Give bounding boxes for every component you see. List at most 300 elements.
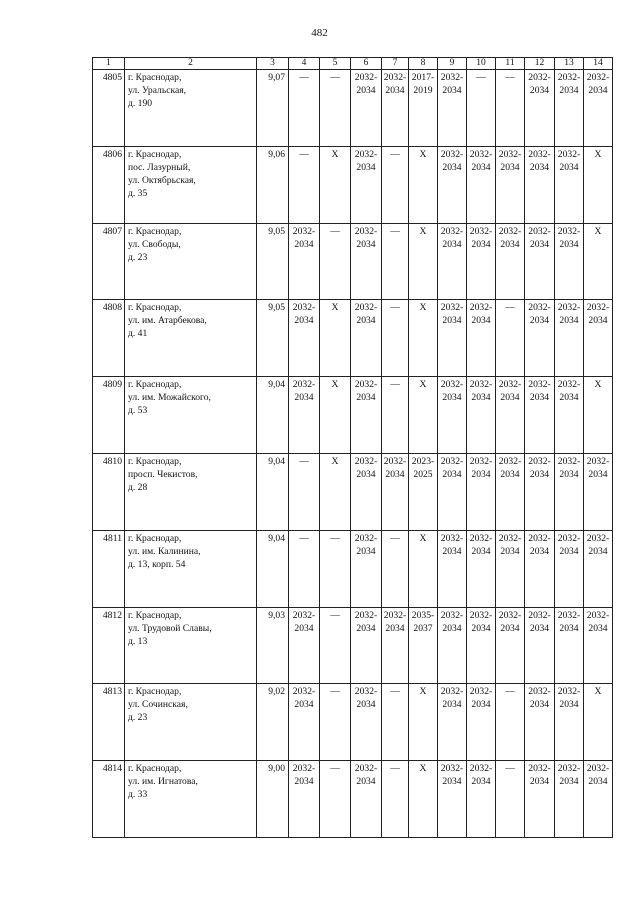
period-line: 2034	[356, 622, 376, 634]
period-line: 2032-	[354, 686, 378, 698]
period-line: 2032-	[354, 379, 378, 391]
period-line: 2032-	[469, 455, 493, 467]
period-line: 2019	[413, 85, 433, 96]
table-row	[93, 300, 613, 377]
period-cell: Х	[320, 300, 351, 377]
period-line: 2034	[471, 468, 491, 480]
row-number: 4808	[93, 300, 125, 377]
period-line: 2034	[471, 238, 491, 250]
period-cell: Х	[409, 223, 438, 300]
address-line: д. 28	[128, 481, 148, 493]
period-line: 2032-	[557, 72, 581, 83]
period-cell	[467, 377, 496, 454]
period-cell: —	[382, 530, 409, 607]
period-cell	[289, 684, 320, 761]
period-cell	[409, 70, 438, 147]
period-cell	[584, 530, 613, 607]
period-cell	[584, 70, 613, 147]
period-cell	[496, 530, 525, 607]
address-line: ул. им. Калинина,	[128, 545, 201, 557]
table-row	[93, 377, 613, 454]
period-line: 2034	[385, 85, 405, 96]
period-line: 2032-	[440, 302, 464, 314]
period-line: 2034	[471, 392, 491, 404]
value-cell: 9,06	[257, 146, 289, 223]
period-cell	[525, 684, 555, 761]
table-body	[93, 70, 613, 838]
period-cell: —	[382, 377, 409, 454]
period-cell	[409, 607, 438, 684]
period-line: 2032-	[354, 148, 378, 160]
period-cell	[438, 223, 467, 300]
period-cell	[351, 530, 382, 607]
period-line: 2034	[559, 776, 579, 788]
period-line: 2032-	[586, 532, 610, 544]
period-line: 2034	[559, 85, 579, 96]
address-line: д. 33	[128, 789, 148, 801]
table-row	[93, 223, 613, 300]
period-line: 2032-	[469, 225, 493, 237]
period-line: 2034	[356, 161, 376, 173]
value-cell: 9,02	[257, 684, 289, 761]
period-cell	[382, 607, 409, 684]
address-line: г. Краснодар,	[128, 609, 182, 621]
period-line: 2032-	[528, 532, 551, 544]
period-line: 2032-	[383, 609, 407, 621]
period-cell	[382, 70, 409, 147]
column-header: 7	[382, 58, 409, 70]
period-line: 2034	[529, 776, 550, 788]
period-line: 2034	[588, 776, 608, 788]
value-cell: 9,07	[257, 70, 289, 147]
period-line: 2034	[294, 699, 314, 711]
address-cell	[125, 530, 257, 607]
period-line: 2035-	[411, 609, 435, 621]
period-cell	[289, 300, 320, 377]
period-cell	[584, 761, 613, 838]
period-cell	[438, 300, 467, 377]
period-line: 2034	[356, 545, 376, 557]
period-line: 2034	[529, 85, 550, 96]
period-cell	[438, 146, 467, 223]
period-line: 2032-	[292, 225, 316, 237]
period-line: 2032-	[469, 148, 493, 160]
address-line: ул. Свободы,	[128, 238, 181, 250]
period-line: 2034	[500, 468, 520, 480]
period-cell	[525, 761, 555, 838]
address-line: просп. Чекистов,	[128, 468, 198, 480]
row-number: 4805	[93, 70, 125, 147]
column-header: 5	[320, 58, 351, 70]
period-line: 2034	[442, 545, 462, 557]
period-cell	[289, 377, 320, 454]
period-line: 2034	[294, 392, 314, 404]
column-header: 4	[289, 58, 320, 70]
period-line: 2034	[471, 545, 491, 557]
period-line: 2032-	[528, 609, 551, 621]
period-line: 2023-	[411, 455, 435, 467]
period-cell	[555, 146, 584, 223]
period-cell	[555, 300, 584, 377]
period-line: 2034	[442, 468, 462, 480]
period-line: 2032-	[354, 72, 378, 83]
address-cell	[125, 223, 257, 300]
period-cell: —	[496, 300, 525, 377]
period-cell: —	[289, 70, 320, 147]
period-line: 2034	[529, 392, 550, 404]
period-line: 2034	[471, 622, 491, 634]
period-line: 2034	[500, 392, 520, 404]
period-line: 2032-	[440, 148, 464, 160]
period-cell	[438, 530, 467, 607]
period-cell: —	[496, 684, 525, 761]
row-number: 4811	[93, 530, 125, 607]
period-cell	[467, 146, 496, 223]
period-line: 2034	[559, 161, 579, 173]
address-line: ул. им. Можайского,	[128, 392, 211, 404]
period-line: 2032-	[498, 148, 522, 160]
address-cell	[125, 761, 257, 838]
period-line: 2034	[442, 699, 462, 711]
period-line: 2017-	[411, 72, 435, 83]
period-line: 2032-	[557, 225, 581, 237]
period-cell: Х	[584, 377, 613, 454]
address-line: ул. им. Атарбекова,	[128, 315, 207, 327]
period-cell: —	[289, 530, 320, 607]
period-line: 2034	[500, 622, 520, 634]
period-line: 2034	[442, 238, 462, 250]
period-line: 2032-	[557, 686, 581, 698]
period-cell	[467, 761, 496, 838]
period-line: 2034	[471, 699, 491, 711]
table-row	[93, 607, 613, 684]
period-cell: Х	[584, 684, 613, 761]
column-header: 13	[555, 58, 584, 70]
period-cell	[351, 223, 382, 300]
period-line: 2034	[529, 622, 550, 634]
period-line: 2034	[442, 622, 462, 634]
period-cell: —	[320, 607, 351, 684]
period-cell	[525, 377, 555, 454]
address-line: г. Краснодар,	[128, 686, 182, 698]
address-line: г. Краснодар,	[128, 148, 182, 160]
period-cell	[467, 300, 496, 377]
period-line: 2034	[356, 699, 376, 711]
period-line: 2034	[385, 622, 405, 634]
value-cell: 9,05	[257, 223, 289, 300]
period-cell: —	[467, 70, 496, 147]
period-line: 2032-	[498, 225, 522, 237]
period-line: 2032-	[440, 455, 464, 467]
period-line: 2034	[294, 238, 314, 250]
period-cell	[467, 223, 496, 300]
address-line: д. 23	[128, 712, 148, 724]
period-cell: —	[382, 300, 409, 377]
period-line: 2032-	[440, 763, 464, 775]
period-cell: Х	[320, 377, 351, 454]
value-cell: 9,00	[257, 761, 289, 838]
period-cell: —	[382, 146, 409, 223]
period-line: 2034	[588, 622, 608, 634]
period-line: 2034	[559, 622, 579, 634]
period-line: 2034	[529, 699, 550, 711]
period-cell	[555, 684, 584, 761]
period-cell	[555, 761, 584, 838]
period-line: 2032-	[528, 225, 551, 237]
address-cell	[125, 300, 257, 377]
period-line: 2032-	[292, 379, 316, 391]
period-cell: Х	[320, 146, 351, 223]
period-line: 2034	[356, 315, 376, 327]
period-line: 2037	[413, 622, 433, 634]
period-line: 2034	[471, 776, 491, 788]
period-cell: —	[320, 70, 351, 147]
period-line: 2034	[559, 315, 579, 327]
period-cell	[351, 377, 382, 454]
period-line: 2032-	[586, 302, 610, 314]
period-cell	[525, 607, 555, 684]
period-cell: Х	[409, 530, 438, 607]
period-cell	[351, 684, 382, 761]
period-line: 2032-	[469, 763, 493, 775]
period-cell: —	[382, 761, 409, 838]
address-cell	[125, 453, 257, 530]
period-line: 2034	[559, 392, 579, 404]
period-cell: Х	[409, 300, 438, 377]
address-line: ул. Сочинская,	[128, 699, 188, 711]
period-line: 2032-	[383, 72, 407, 83]
period-line: 2032-	[498, 379, 522, 391]
period-line: 2032-	[292, 609, 316, 621]
period-cell	[438, 761, 467, 838]
period-line: 2034	[529, 315, 550, 327]
period-cell	[351, 300, 382, 377]
period-cell	[496, 223, 525, 300]
period-line: 2032-	[440, 532, 464, 544]
period-line: 2034	[500, 161, 520, 173]
period-cell	[438, 607, 467, 684]
period-cell	[438, 377, 467, 454]
period-cell: —	[496, 70, 525, 147]
period-cell: —	[320, 761, 351, 838]
period-line: 2034	[471, 315, 491, 327]
period-cell	[496, 146, 525, 223]
value-cell: 9,05	[257, 300, 289, 377]
address-line: г. Краснодар,	[128, 532, 182, 544]
period-cell	[438, 684, 467, 761]
period-line: 2034	[588, 315, 608, 327]
period-cell	[438, 453, 467, 530]
period-line: 2032-	[528, 302, 551, 314]
period-cell	[351, 607, 382, 684]
period-line: 2032-	[586, 763, 610, 775]
period-line: 2032-	[354, 302, 378, 314]
period-cell	[584, 453, 613, 530]
table-row	[93, 530, 613, 607]
period-cell	[467, 530, 496, 607]
period-line: 2034	[356, 392, 376, 404]
address-cell	[125, 146, 257, 223]
value-cell: 9,04	[257, 377, 289, 454]
period-line: 2034	[442, 161, 462, 173]
period-line: 2032-	[557, 379, 581, 391]
period-cell	[584, 300, 613, 377]
address-line: г. Краснодар,	[128, 379, 182, 391]
period-line: 2034	[356, 776, 376, 788]
period-cell: Х	[320, 453, 351, 530]
period-line: 2032-	[557, 609, 581, 621]
row-number: 4813	[93, 684, 125, 761]
column-header: 1	[93, 58, 125, 70]
period-cell	[525, 146, 555, 223]
period-line: 2034	[442, 85, 462, 96]
period-cell	[496, 453, 525, 530]
period-line: 2034	[559, 545, 579, 557]
period-cell	[409, 453, 438, 530]
address-line: г. Краснодар,	[128, 455, 182, 467]
period-line: 2034	[588, 545, 608, 557]
period-cell	[289, 223, 320, 300]
value-cell: 9,04	[257, 530, 289, 607]
period-line: 2034	[442, 392, 462, 404]
period-cell: Х	[409, 146, 438, 223]
address-cell	[125, 70, 257, 147]
period-line: 2032-	[586, 609, 610, 621]
address-line: ул. им. Игнатова,	[128, 776, 198, 788]
period-cell	[584, 607, 613, 684]
address-cell	[125, 377, 257, 454]
period-cell: Х	[409, 377, 438, 454]
period-line: 2032-	[469, 379, 493, 391]
period-line: 2034	[294, 622, 314, 634]
period-line: 2034	[529, 161, 550, 173]
period-cell	[525, 530, 555, 607]
period-cell	[289, 607, 320, 684]
period-cell	[351, 146, 382, 223]
value-cell: 9,04	[257, 453, 289, 530]
address-line: д. 23	[128, 251, 148, 263]
period-line: 2032-	[292, 763, 316, 775]
row-number: 4812	[93, 607, 125, 684]
period-cell	[382, 453, 409, 530]
period-line: 2034	[559, 699, 579, 711]
address-line: д. 35	[128, 187, 148, 199]
period-line: 2032-	[354, 532, 378, 544]
period-line: 2034	[356, 85, 376, 96]
period-cell	[438, 70, 467, 147]
period-line: 2034	[559, 468, 579, 480]
period-cell	[467, 453, 496, 530]
period-line: 2032-	[557, 455, 581, 467]
address-line: г. Краснодар,	[128, 763, 182, 775]
period-cell: —	[289, 146, 320, 223]
period-cell	[525, 223, 555, 300]
period-line: 2032-	[292, 686, 316, 698]
period-cell: —	[382, 223, 409, 300]
row-number: 4807	[93, 223, 125, 300]
period-line: 2032-	[586, 455, 610, 467]
period-line: 2032-	[528, 686, 551, 698]
period-line: 2032-	[498, 609, 522, 621]
column-header: 2	[125, 58, 257, 70]
address-line: ул. Трудовой Славы,	[128, 622, 212, 634]
period-line: 2025	[413, 468, 433, 480]
column-header: 12	[525, 58, 555, 70]
row-number: 4806	[93, 146, 125, 223]
period-cell: Х	[409, 761, 438, 838]
period-cell	[467, 684, 496, 761]
period-line: 2032-	[469, 609, 493, 621]
period-line: 2034	[588, 85, 608, 96]
period-cell	[525, 453, 555, 530]
address-line: д. 13	[128, 635, 148, 647]
period-line: 2032-	[354, 609, 378, 621]
period-cell: —	[320, 530, 351, 607]
period-cell	[555, 70, 584, 147]
period-cell	[289, 761, 320, 838]
period-line: 2032-	[498, 532, 522, 544]
column-header: 11	[496, 58, 525, 70]
period-line: 2034	[471, 161, 491, 173]
period-cell: Х	[584, 223, 613, 300]
period-line: 2034	[294, 315, 314, 327]
period-cell	[555, 453, 584, 530]
period-line: 2032-	[354, 763, 378, 775]
address-line: г. Краснодар,	[128, 302, 182, 314]
page-number: 482	[311, 27, 328, 39]
table-row	[93, 453, 613, 530]
period-cell: —	[382, 684, 409, 761]
address-line: ул. Уральская,	[128, 85, 187, 96]
period-cell	[351, 453, 382, 530]
column-header: 6	[351, 58, 382, 70]
period-line: 2032-	[498, 455, 522, 467]
address-line: д. 53	[128, 405, 148, 417]
address-line: г. Краснодар,	[128, 72, 182, 83]
period-cell: —	[320, 684, 351, 761]
table-row	[93, 146, 613, 223]
period-line: 2034	[385, 468, 405, 480]
period-cell: Х	[409, 684, 438, 761]
period-line: 2032-	[469, 302, 493, 314]
period-cell: —	[320, 223, 351, 300]
row-number: 4810	[93, 453, 125, 530]
period-line: 2032-	[528, 148, 551, 160]
column-header: 9	[438, 58, 467, 70]
period-line: 2032-	[354, 455, 378, 467]
period-line: 2032-	[292, 302, 316, 314]
period-line: 2034	[442, 776, 462, 788]
table-row	[93, 761, 613, 838]
period-line: 2034	[294, 776, 314, 788]
period-cell	[351, 70, 382, 147]
period-cell	[555, 607, 584, 684]
address-line: ул. Октябрьская,	[128, 174, 196, 186]
table-row	[93, 70, 613, 147]
period-cell	[525, 300, 555, 377]
period-cell	[555, 377, 584, 454]
period-cell: —	[289, 453, 320, 530]
period-line: 2032-	[528, 379, 551, 391]
period-line: 2034	[356, 468, 376, 480]
address-cell	[125, 607, 257, 684]
period-line: 2032-	[557, 532, 581, 544]
period-line: 2032-	[528, 72, 551, 83]
period-line: 2034	[529, 545, 550, 557]
period-cell	[496, 377, 525, 454]
column-header: 3	[257, 58, 289, 70]
period-line: 2032-	[440, 72, 464, 83]
